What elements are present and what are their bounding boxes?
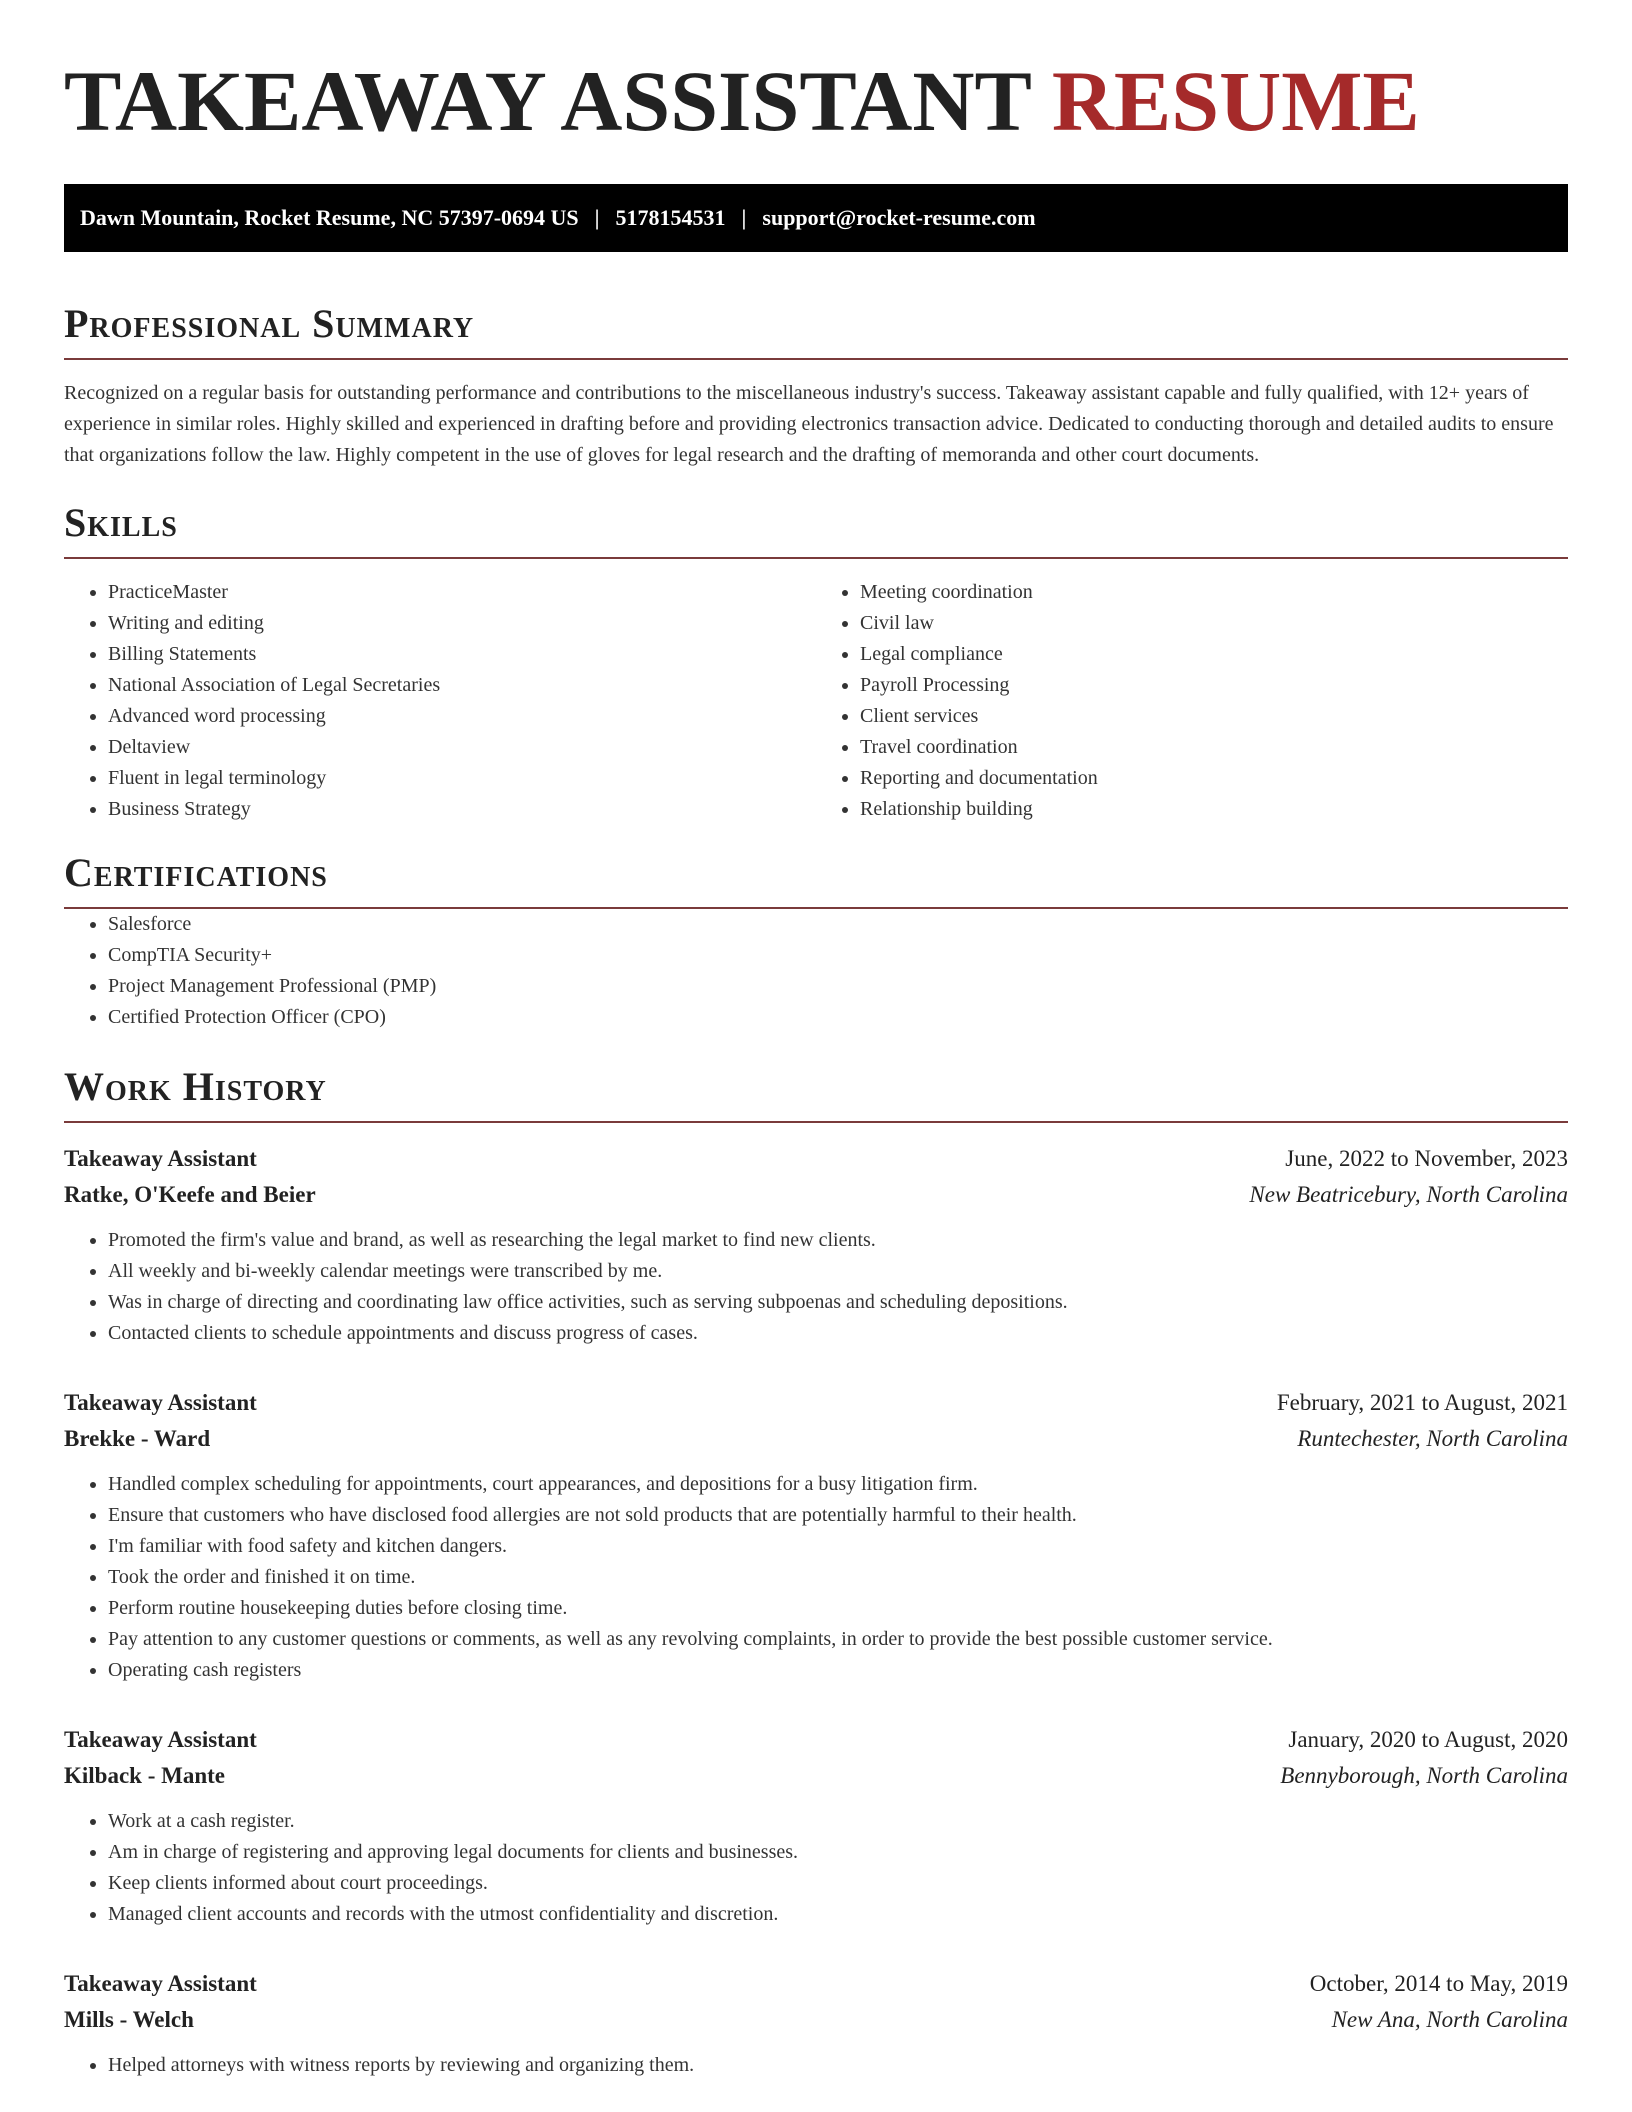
job-company-row	[64, 1421, 1568, 1457]
job-duties-list	[64, 1469, 1568, 1686]
skill-item: • Meeting coordination	[860, 577, 1568, 608]
job-company: Brekke - Ward	[64, 1426, 211, 1451]
job-dates: February, 2021 to August, 2021	[1276, 1390, 1568, 1415]
job-dates: June, 2022 to November, 2023	[1285, 1146, 1568, 1171]
job-title: Takeaway Assistant	[64, 1146, 257, 1171]
summary-text: Recognized on a regular basis for outstanding performance and contributions to the miscellaneous industry's success. Takeaway assistant capable and fully qualified, with 12+ years of experience in similar roles. Highly skilled and experienced in drafting before and providing electronics transaction advice. Dedicated to conducting thorough and detailed audits to ensure that organizations follow the law. Highly competent in the use of gloves for legal research and the drafting of memoranda and other court documents.	[64, 382, 1554, 466]
job-duties-list	[64, 1225, 1568, 1349]
certification-item: • Salesforce	[108, 909, 1568, 940]
skill-item: • Relationship building	[860, 794, 1568, 825]
summary-heading: Professional Summary	[64, 304, 1568, 360]
certifications-heading: Certifications	[64, 853, 1568, 909]
skill-item: • PracticeMaster	[108, 577, 816, 608]
job-company: Mills - Welch	[64, 2007, 194, 2032]
job-location: New Beatricebury, North Carolina	[1249, 1182, 1568, 1207]
job-duty-item: • Keep clients informed about court proceedings.	[108, 1868, 1568, 1899]
job-duty-item: • I'm familiar with food safety and kitchen dangers.	[108, 1531, 1568, 1562]
job-entry	[64, 1141, 1568, 1349]
job-duty-item: • Managed client accounts and records with the utmost confidentiality and discretion.	[108, 1899, 1568, 1930]
job-entry	[64, 1966, 1568, 2081]
resume-title	[64, 53, 1568, 149]
job-duty-item: • Work at a cash register.	[108, 1806, 1568, 1837]
job-entry	[64, 1722, 1568, 1930]
job-duty-item: • Operating cash registers	[108, 1655, 1568, 1686]
job-duty-item: • Was in charge of directing and coordinating law office activities, such as serving subpoenas and scheduling depositions.	[108, 1287, 1568, 1318]
certifications-list	[64, 909, 1568, 1033]
skills-heading: Skills	[64, 503, 1568, 559]
job-dates: October, 2014 to May, 2019	[1309, 1971, 1568, 1996]
job-company-row	[64, 1758, 1568, 1794]
skill-item: • Billing Statements	[108, 639, 816, 670]
certification-item: • CompTIA Security+	[108, 940, 1568, 971]
title-main: TAKEAWAY ASSISTANT	[64, 53, 1031, 149]
skill-item: • Business Strategy	[108, 794, 816, 825]
skill-item: • Deltaview	[108, 732, 816, 763]
job-location: Runtechester, North Carolina	[1297, 1426, 1568, 1451]
job-title: Takeaway Assistant	[64, 1971, 257, 1996]
job-entry	[64, 1385, 1568, 1686]
contact-separator: |	[741, 205, 747, 230]
job-title: Takeaway Assistant	[64, 1727, 257, 1752]
contact-address: Dawn Mountain, Rocket Resume, NC 57397-0694 US	[80, 205, 579, 230]
certifications-section	[64, 850, 1568, 1033]
work-history-section	[64, 1064, 1568, 2081]
job-header-row	[64, 1966, 1568, 2002]
skill-item: • Writing and editing	[108, 608, 816, 639]
job-duty-item: • Am in charge of registering and approving legal documents for clients and businesses.	[108, 1837, 1568, 1868]
certification-item: • Project Management Professional (PMP)	[108, 971, 1568, 1002]
skill-item: • Civil law	[860, 608, 1568, 639]
certification-item: • Certified Protection Officer (CPO)	[108, 1002, 1568, 1033]
contact-separator: |	[594, 205, 600, 230]
job-company: Kilback - Mante	[64, 1763, 225, 1788]
skill-item: • Client services	[860, 701, 1568, 732]
job-duty-item: • Contacted clients to schedule appointments and discuss progress of cases.	[108, 1318, 1568, 1349]
job-header-row	[64, 1385, 1568, 1421]
job-duty-item: • Perform routine housekeeping duties before closing time.	[108, 1593, 1568, 1624]
job-dates: January, 2020 to August, 2020	[1288, 1727, 1568, 1752]
skill-item: • Travel coordination	[860, 732, 1568, 763]
contact-phone: 5178154531	[615, 205, 726, 230]
job-company: Ratke, O'Keefe and Beier	[64, 1182, 316, 1207]
work-history-heading: Work History	[64, 1067, 1568, 1123]
resume-page	[64, 0, 1568, 2081]
skill-item: • Reporting and documentation	[860, 763, 1568, 794]
skill-item: • Fluent in legal terminology	[108, 763, 816, 794]
skills-list-right	[816, 577, 1568, 825]
job-header-row	[64, 1141, 1568, 1177]
job-company-row	[64, 1177, 1568, 1213]
skill-item: • Legal compliance	[860, 639, 1568, 670]
job-duty-item: • Took the order and finished it on time.	[108, 1562, 1568, 1593]
job-duty-item: • Promoted the firm's value and brand, as well as researching the legal market to find new clients.	[108, 1225, 1568, 1256]
job-duty-item: • Helped attorneys with witness reports by reviewing and organizing them.	[108, 2050, 1568, 2081]
job-header-row	[64, 1722, 1568, 1758]
job-company-row	[64, 2002, 1568, 2038]
job-duties-list	[64, 2050, 1568, 2081]
contact-email: support@rocket-resume.com	[762, 205, 1036, 230]
contact-bar	[64, 184, 1568, 252]
job-duties-list	[64, 1806, 1568, 1930]
job-location: New Ana, North Carolina	[1331, 2007, 1568, 2032]
skill-item: • Advanced word processing	[108, 701, 816, 732]
job-duty-item: • Pay attention to any customer questions or comments, as well as any revolving complaints, in order to provide the best possible customer service.	[108, 1624, 1568, 1655]
job-list	[64, 1141, 1568, 2081]
job-location: Bennyborough, North Carolina	[1280, 1763, 1568, 1788]
job-title: Takeaway Assistant	[64, 1390, 257, 1415]
job-duty-item: • Ensure that customers who have disclosed food allergies are not sold products that are potentially harmful to their health.	[108, 1500, 1568, 1531]
job-duty-item: • All weekly and bi-weekly calendar meetings were transcribed by me.	[108, 1256, 1568, 1287]
title-accent: RESUME	[1051, 53, 1420, 149]
skill-item: • National Association of Legal Secretaries	[108, 670, 816, 701]
skill-item: • Payroll Processing	[860, 670, 1568, 701]
skills-columns	[64, 577, 1568, 825]
summary-section	[64, 301, 1568, 471]
job-duty-item: • Handled complex scheduling for appointments, court appearances, and depositions for a busy litigation firm.	[108, 1469, 1568, 1500]
skills-list-left	[64, 577, 816, 825]
skills-section	[64, 500, 1568, 825]
